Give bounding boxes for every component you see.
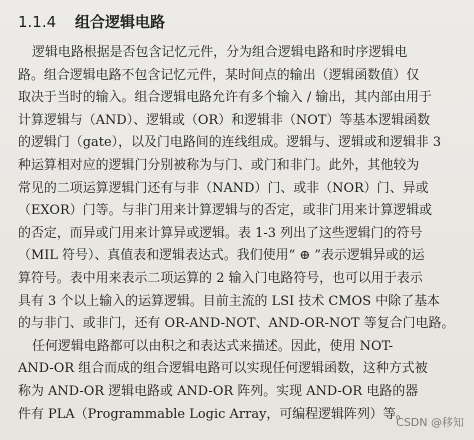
paragraph-1-line-3: 取决于当时的输入。组合逻辑电路允许有多个输入 / 输出，其内部由用于	[18, 90, 432, 106]
paragraph-1-line-7: 常见的二项运算逻辑门还有与非（NAND）门、或非（NOR）门、异或	[18, 180, 429, 196]
paragraph-2-line-3: 称为 AND-OR 逻辑电路或 AND-OR 阵列。实现 AND-OR 电路的器	[18, 383, 419, 399]
section-title: 组合逻辑电路	[74, 13, 165, 31]
section-number: 1.1.4	[18, 13, 57, 31]
paragraph-2-line-1: 任何逻辑电路都可以由积之和表达式来描述。因此，使用 NOT-	[32, 338, 393, 354]
watermark: CSDN @移知	[396, 416, 464, 429]
paragraph-1-line-13: 的与非门、或非门，还有 OR-AND-NOT、AND-OR-NOT 等复合门电路。	[18, 316, 455, 332]
paragraph-2-line-4: 件有 PLA（Programmable Logic Array，可编程逻辑阵列）等。	[18, 406, 409, 422]
paragraph-1-line-8: （EXOR）门等。与非门用来计算逻辑与的否定，或非门用来计算逻辑或	[18, 203, 433, 219]
paragraph-2-line-2: AND-OR 组合而成的组合逻辑电路可以实现任何逻辑函数，这种方式被	[18, 361, 428, 377]
paragraph-1-line-12: 具有 3 个以上输入的运算逻辑。目前主流的 LSI 技术 CMOS 中除了基本	[18, 293, 440, 309]
paragraph-1-line-6: 种运算相对应的逻辑门分别被称为与门、或门和非门。此外，其他较为	[18, 157, 420, 173]
paragraph-1-line-9: 的否定，而异或门用来计算异或逻辑。表 1-3 列出了这些逻辑门的符号	[18, 225, 423, 241]
paragraph-1-line-5: 的逻辑门（gate），以及门电路间的连线组成。逻辑与、逻辑或和逻辑非 3	[18, 135, 442, 151]
section-heading	[18, 10, 165, 34]
paragraph-1-line-10: （MIL 符号）、真值表和逻辑表达式。我们使用“ ⊕ ”表示逻辑异或的运	[18, 248, 425, 264]
body-text	[18, 42, 464, 426]
paragraph-1-line-11: 算符号。表中用来表示二项运算的 2 输入门电路符号，也可以用于表示	[18, 270, 423, 286]
paragraph-1-line-4: 计算逻辑与（AND）、逻辑或（OR）和逻辑非（NOT）等基本逻辑函数	[18, 112, 431, 128]
paragraph-1-line-2: 路。组合逻辑电路不包含记忆元件，某时间点的输出（逻辑函数值）仅	[18, 67, 420, 83]
paragraph-1-line-1: 逻辑电路根据是否包含记忆元件，分为组合逻辑电路和时序逻辑电	[32, 45, 408, 60]
